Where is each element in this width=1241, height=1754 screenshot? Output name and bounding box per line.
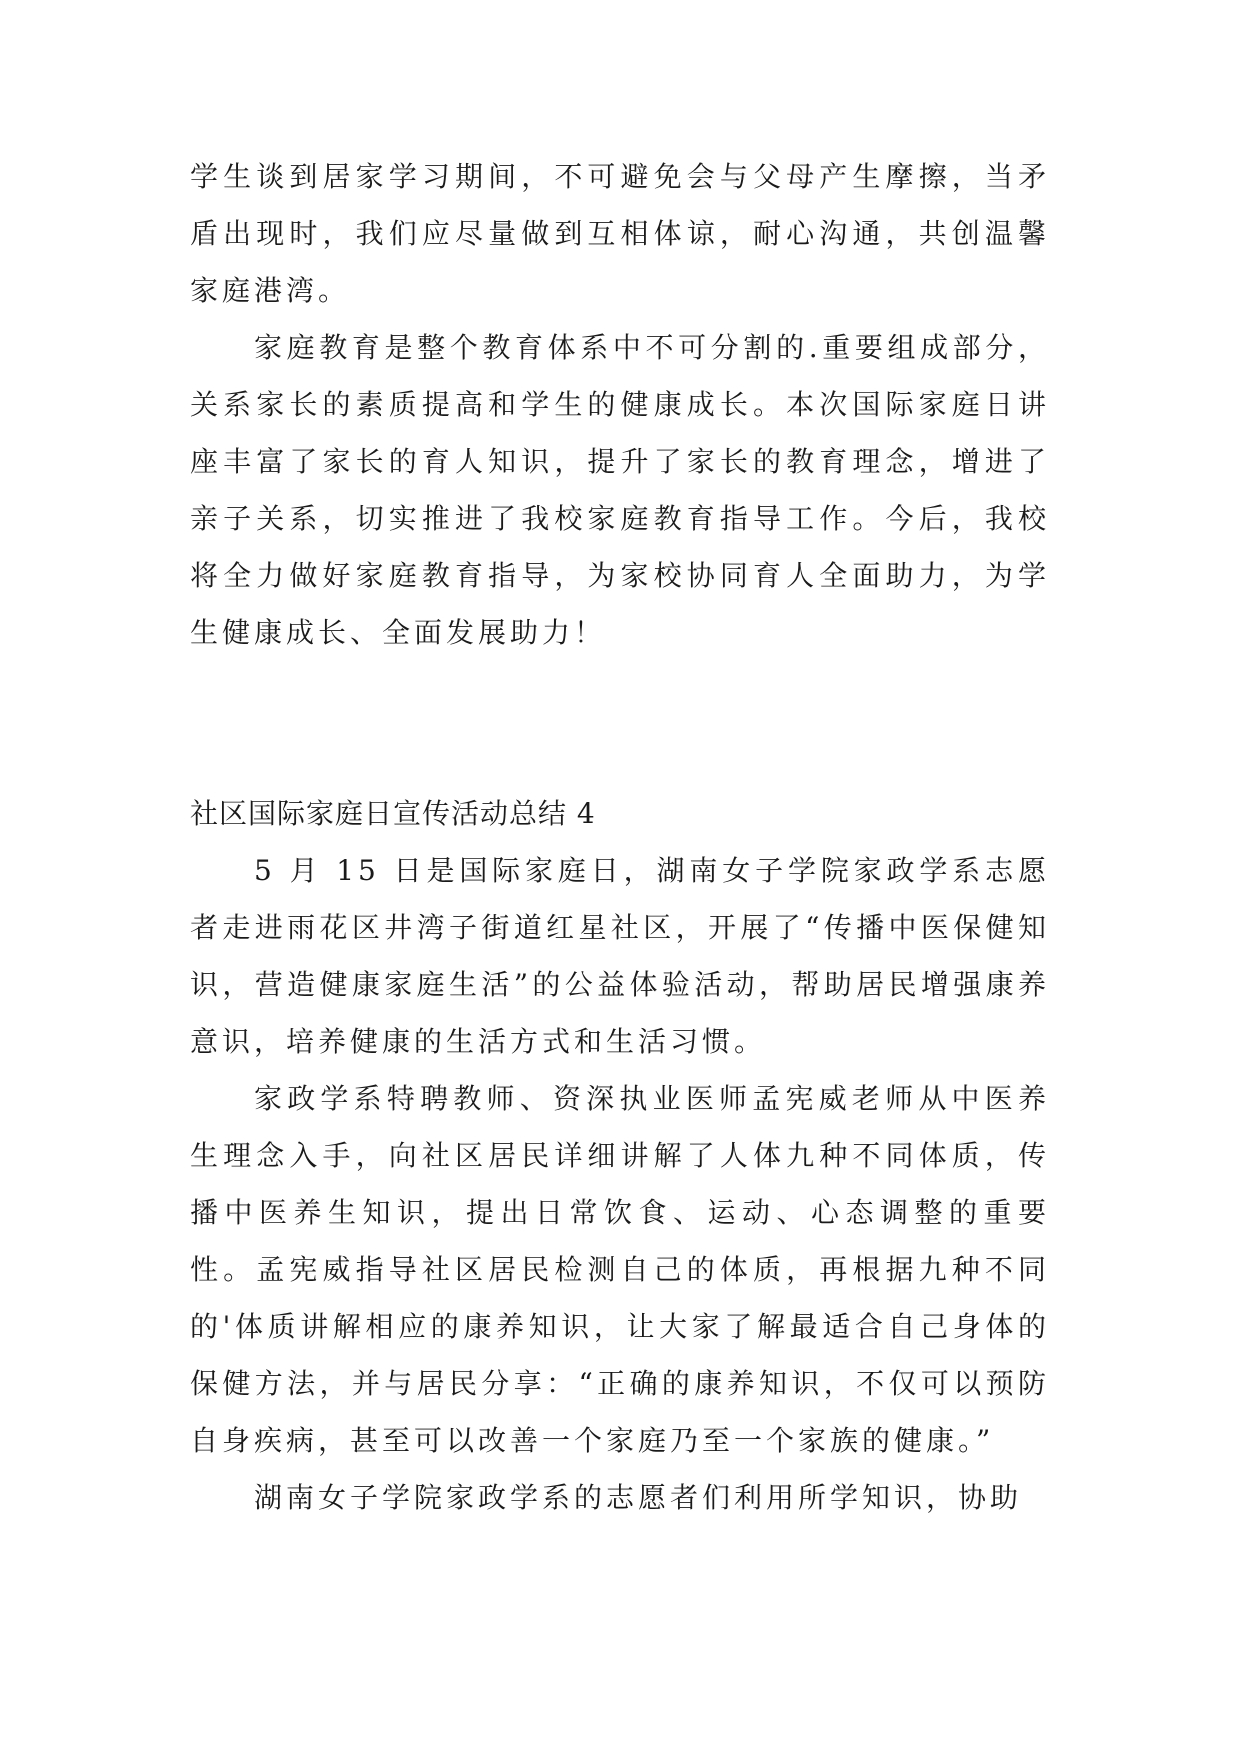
section-title: 社区国际家庭日宣传活动总结 4 (190, 797, 596, 830)
document-page (190, 148, 1050, 1526)
paragraph-volunteers: 湖南女子学院家政学系的志愿者们利用所学知识，协助 (254, 1481, 1023, 1514)
paragraph-family-education: 家庭教育是整个教育体系中不可分割的.重要组成部分，关系家长的素质提高和学生的健康成长。本次国际家庭日讲座丰富了家长的育人知识，提升了家长的教育理念，增进了亲子关系，切实推进了我校家庭教育指导工作。今后，我校将全力做好家庭教育指导，为家校协同育人全面助力，为学生健康成长、全面发展助力！ (190, 331, 1050, 649)
paragraph-family-conflict: 学生谈到居家学习期间，不可避免会与父母产生摩擦，当矛盾出现时，我们应尽量做到互相体谅，耐心沟通，共创温馨家庭港湾。 (190, 160, 1050, 307)
paragraph-event-intro: 5 月 15 日是国际家庭日，湖南女子学院家政学系志愿者走进雨花区井湾子街道红星社区，开展了“传播中医保健知识，营造健康家庭生活”的公益体验活动，帮助居民增强康养意识，培养健康的生活方式和生活习惯。 (190, 854, 1050, 1058)
paragraph-doctor-lecture: 家政学系特聘教师、资深执业医师孟宪威老师从中医养生理念入手，向社区居民详细讲解了人体九种不同体质，传播中医养生知识，提出日常饮食、运动、心态调整的重要性。孟宪威指导社区居民检测自己的体质，再根据九种不同的'体质讲解相应的康养知识，让大家了解最适合自己身体的保健方法，并与居民分享：“正确的康养知识，不仅可以预防自身疾病，甚至可以改善一个家庭乃至一个家族的健康。” (190, 1082, 1050, 1457)
